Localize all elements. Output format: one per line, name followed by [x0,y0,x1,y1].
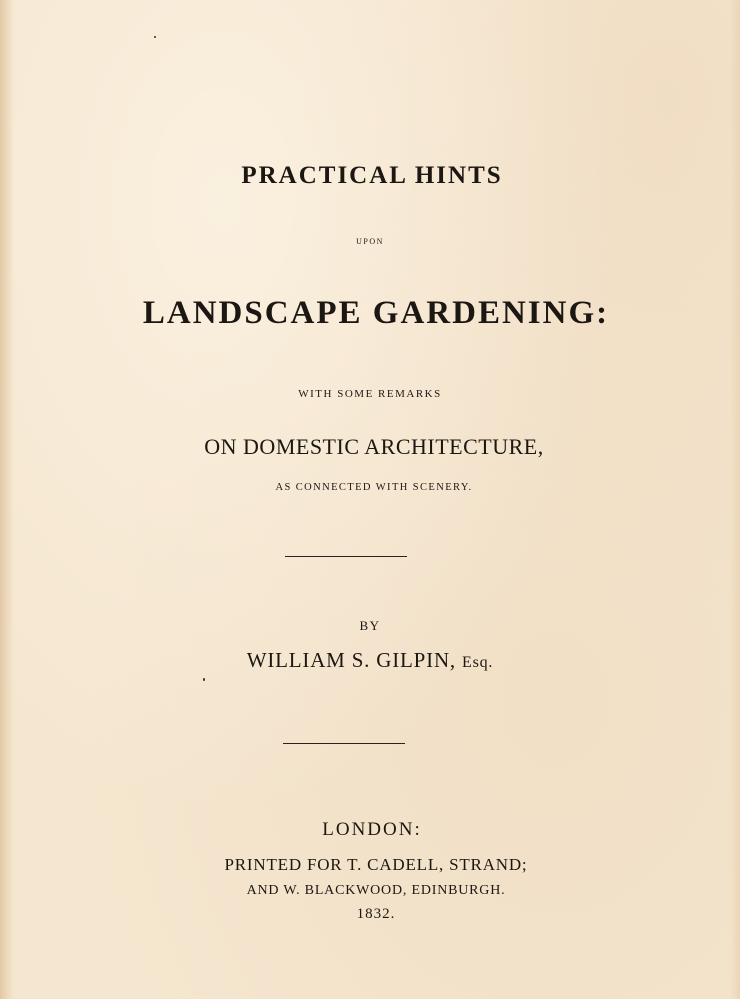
subtitle-architecture: ON DOMESTIC ARCHITECTURE, [204,434,544,459]
ink-speck [203,678,205,681]
author-name: WILLIAM S. GILPIN, [246,648,456,672]
imprint-year: 1832. [356,906,396,922]
author-line [0,650,740,671]
imprint-city: LONDON: [322,819,422,840]
main-title: LANDSCAPE GARDENING: [142,295,610,331]
byline-by: BY [359,618,381,633]
book-title: PRACTICAL HINTS [241,162,503,189]
divider-rule [285,556,407,557]
subtitle-scenery: AS CONNECTED WITH SCENERY. [275,482,473,493]
imprint-printer-2: AND W. BLACKWOOD, EDINBURGH. [246,883,506,898]
page-right-edge [730,0,740,999]
author-suffix: Esq. [462,654,494,671]
connector-upon: UPON [356,237,384,246]
divider-rule [283,743,405,744]
imprint-printer-1: PRINTED FOR T. CADELL, STRAND; [224,855,528,874]
page-left-edge [0,0,14,999]
subtitle-remarks: WITH SOME REMARKS [298,388,442,400]
ink-speck [154,36,156,38]
